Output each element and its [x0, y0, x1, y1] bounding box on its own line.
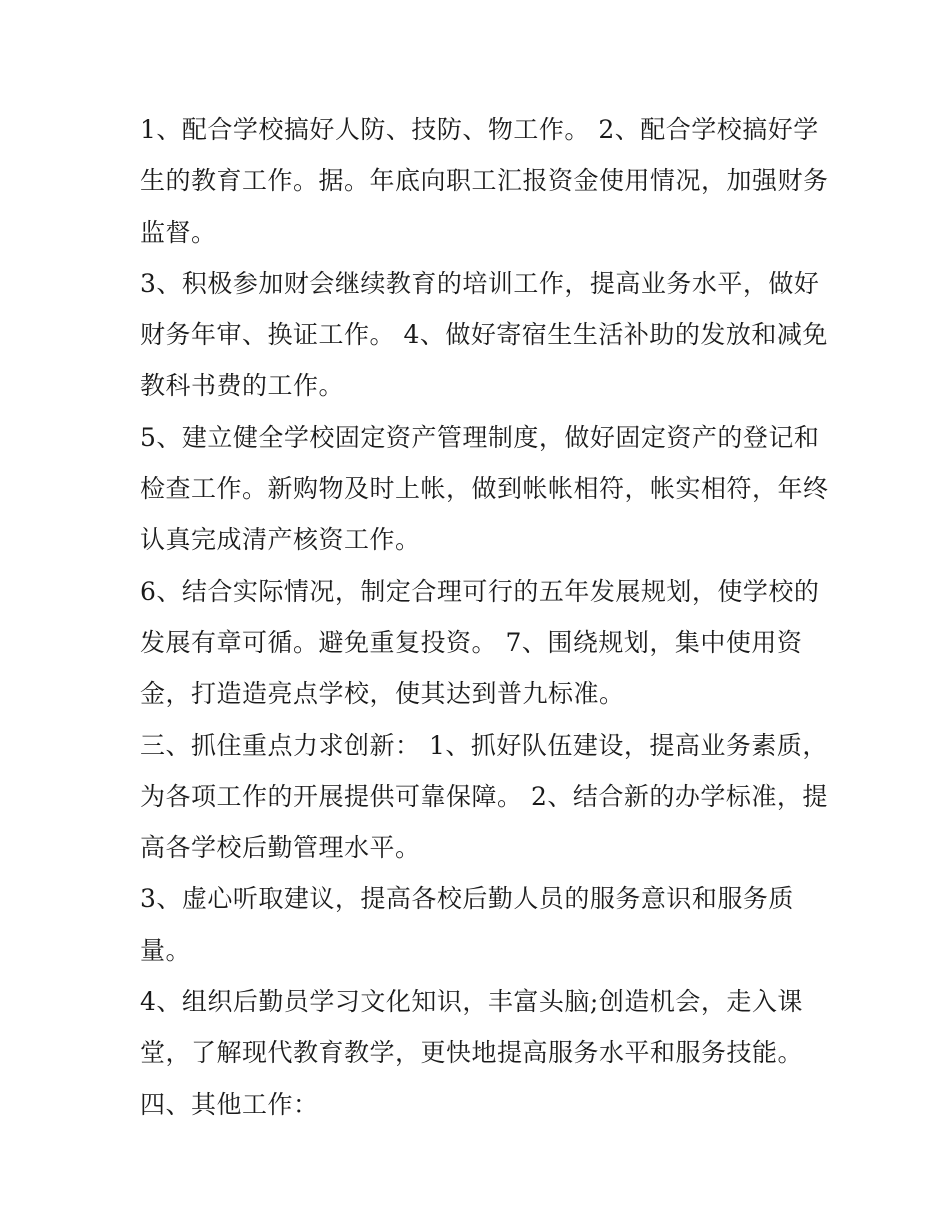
text-line: 检查工作。新购物及时上帐，做到帐帐相符，帐实相符，年终: [140, 474, 829, 504]
text-line: 为各项工作的开展提供可靠保障。 2、结合新的办学标准，提: [140, 781, 828, 811]
text-line: 高各学校后勤管理水平。: [140, 833, 421, 863]
text-line: 5、建立健全学校固定资产管理制度，做好固定资产的登记和: [140, 422, 820, 452]
section-heading-line: 四、其他工作：: [140, 1089, 319, 1119]
text-line: 堂，了解现代教育教学，更快地提高服务水平和服务技能。: [140, 1038, 804, 1068]
document-body: [140, 104, 830, 1130]
text-line: 教科书费的工作。: [140, 371, 345, 401]
text-line: 生的教育工作。据。年底向职工汇报资金使用情况，加强财务: [140, 166, 829, 196]
text-line: 认真完成清产核资工作。: [140, 525, 421, 555]
text-line: 金，打造造亮点学校，使其达到普九标准。: [140, 679, 625, 709]
text-line: 1、配合学校搞好人防、技防、物工作。 2、配合学校搞好学: [140, 115, 819, 144]
text-line: 财务年审、换证工作。 4、做好寄宿生生活补助的发放和减免: [140, 320, 828, 350]
section-heading-line: 三、抓住重点力求创新： 1、抓好队伍建设，提高业务素质，: [140, 730, 828, 760]
text-line: 3、虚心听取建议，提高各校后勤人员的服务意识和服务质: [140, 884, 794, 914]
text-line: 6、结合实际情况，制定合理可行的五年发展规划，使学校的: [140, 576, 820, 606]
text-line: 量。: [140, 935, 192, 965]
text-line: 3、积极参加财会继续教育的培训工作，提高业务水平，做好: [140, 268, 820, 298]
text-line: 4、组织后勤员学习文化知识，丰富头脑;创造机会，走入课: [140, 987, 803, 1017]
text-line: 发展有章可循。避免重复投资。 7、围绕规划，集中使用资: [140, 627, 803, 657]
text-line: 监督。: [140, 217, 217, 247]
